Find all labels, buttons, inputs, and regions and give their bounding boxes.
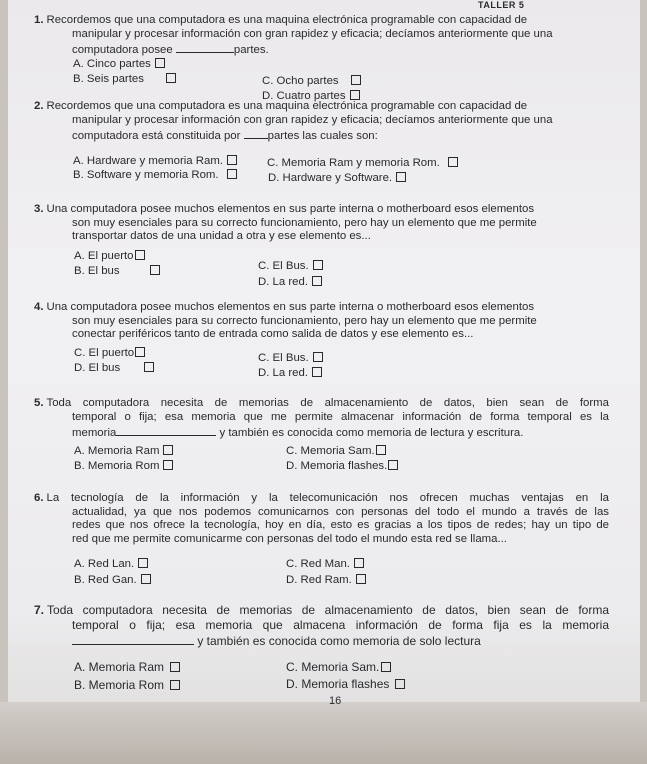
answer-blank[interactable] [244, 127, 268, 139]
page-fold-shadow [0, 702, 647, 764]
checkbox[interactable] [170, 680, 180, 690]
question-text: Toda computadora necesita de memorias de almacenamiento de datos, bien sean de forma [47, 603, 609, 617]
answer-blank[interactable] [72, 633, 194, 645]
checkbox[interactable] [395, 679, 405, 689]
header-tab: TALLER 5 [478, 0, 525, 10]
option-b[interactable]: B. Software y memoria Rom. [73, 169, 237, 181]
question-7 [34, 603, 609, 649]
option-a[interactable]: A. El puerto [74, 250, 145, 262]
checkbox[interactable] [354, 558, 364, 568]
option-c[interactable]: C. El Bus. [258, 260, 323, 272]
option-d[interactable]: D. Memoria flashes. [286, 460, 398, 472]
option-a[interactable]: A. Cinco partes [73, 58, 165, 70]
checkbox[interactable] [163, 460, 173, 470]
option-a[interactable]: A. Hardware y memoria Ram. [73, 155, 237, 167]
option-d[interactable]: D. Red Ram. [286, 574, 366, 586]
question-text: red que me permite comunicarme con personas del todo el mundo esta red se llama... [72, 532, 507, 545]
question-text: Una computadora posee muchos elementos en sus parte interna o motherboard esos elementos [46, 203, 535, 215]
question-number: 1. [34, 14, 44, 26]
question-6 [34, 492, 609, 546]
question-number: 5. [34, 397, 44, 409]
option-b[interactable]: B. Seis partes [73, 73, 176, 85]
question-text: La tecnología de la información y la telecomunicación nos ofrecen muchas ventajas en la [46, 492, 609, 504]
option-c[interactable]: C. Memoria Sam. [286, 660, 391, 674]
checkbox[interactable] [312, 367, 322, 377]
question-number: 7. [34, 603, 45, 617]
checkbox[interactable] [351, 75, 361, 85]
option-d[interactable]: D. Cuatro partes [262, 90, 360, 102]
option-c[interactable]: C. Red Man. [286, 558, 364, 570]
checkbox[interactable] [155, 58, 165, 68]
question-2 [34, 100, 609, 144]
question-1 [34, 14, 614, 58]
question-text: memoria [72, 427, 117, 440]
option-a[interactable]: A. Red Lan. [74, 558, 148, 570]
question-text: temporal o fija; esa memoria que almacena información de forma fija es la memoria [72, 618, 609, 632]
question-text: son muy esenciales para su correcto funcionamiento, pero hay un elemento que me permite [72, 314, 537, 327]
checkbox[interactable] [381, 662, 391, 672]
question-text: partes las cuales son: [267, 130, 378, 143]
question-text: Recordemos que una computadora es una maquina electrónica programable con capacidad de [46, 100, 528, 112]
option-d[interactable]: D. La red. [258, 367, 322, 379]
question-number: 6. [34, 492, 44, 504]
checkbox[interactable] [150, 265, 160, 275]
question-text: temporal o fija; esa memoria que me permite almacenar información de forma temporal es la [72, 410, 609, 423]
question-text: conectar periféricos tanto de entrada como salida de datos y ese elemento es... [72, 328, 474, 341]
question-number: 4. [34, 301, 44, 313]
checkbox[interactable] [141, 574, 151, 584]
question-text: computadora posee [72, 44, 173, 57]
option-c[interactable]: C. Ocho partes [262, 75, 361, 87]
checkbox[interactable] [350, 90, 360, 100]
option-c[interactable]: C. El Bus. [258, 352, 323, 364]
checkbox[interactable] [227, 155, 237, 165]
question-text: actualidad, ya que nos podemos comunicarnos con personas del todo el mundo a través de las [72, 505, 609, 518]
option-b[interactable]: D. El bus [74, 362, 154, 374]
question-text: Recordemos que una computadora es una maquina electrónica programable con capacidad de [46, 14, 528, 26]
checkbox[interactable] [163, 445, 173, 455]
checkbox[interactable] [135, 347, 145, 357]
question-text: redes que nos ofrece la tecnología, hoy en día, esto es gracias a los tipos de redes; hay un tipo de [72, 519, 609, 532]
answer-blank[interactable] [116, 424, 216, 436]
question-number: 2. [34, 100, 44, 112]
option-d[interactable]: D. Memoria flashes [286, 677, 405, 691]
option-d[interactable]: D. Hardware y Software. [268, 172, 406, 184]
option-b[interactable]: B. Red Gan. [74, 574, 151, 586]
checkbox[interactable] [376, 445, 386, 455]
question-text: manipular y procesar información con gran rapidez y eficacia; decíamos anteriormente que una [72, 113, 553, 126]
checkbox[interactable] [166, 73, 176, 83]
question-text: son muy esenciales para su correcto funcionamiento, pero hay un elemento que me permite [72, 216, 537, 229]
checkbox[interactable] [227, 169, 237, 179]
checkbox[interactable] [170, 662, 180, 672]
option-c[interactable]: C. Memoria Ram y memoria Rom. [267, 157, 458, 169]
option-b[interactable]: B. Memoria Rom [74, 460, 173, 472]
question-text: y también es conocida como memoria de solo lectura [197, 634, 481, 648]
option-b[interactable]: B. El bus [74, 265, 160, 277]
checkbox[interactable] [356, 574, 366, 584]
question-text: Una computadora posee muchos elementos en sus parte interna o motherboard esos elementos [46, 301, 535, 313]
question-text: y también es conocida como memoria de lectura y escritura. [219, 427, 524, 440]
checkbox[interactable] [312, 276, 322, 286]
checkbox[interactable] [313, 260, 323, 270]
question-3 [34, 203, 609, 244]
option-a[interactable]: C. El puerto [74, 347, 145, 359]
question-text: computadora está constituida por [72, 130, 241, 143]
option-c[interactable]: C. Memoria Sam. [286, 445, 386, 457]
option-b[interactable]: B. Memoria Rom [74, 678, 180, 692]
option-a[interactable]: A. Memoria Ram [74, 660, 180, 674]
checkbox[interactable] [396, 172, 406, 182]
option-d[interactable]: D. La red. [258, 276, 322, 288]
question-text: manipular y procesar información con gran rapidez y eficacia; decíamos anteriormente que una [72, 27, 553, 40]
page-number: 16 [329, 695, 342, 707]
option-a[interactable]: A. Memoria Ram [74, 445, 173, 457]
question-text: transportar datos de una unidad a otra y ese elemento es... [72, 230, 371, 243]
question-5 [34, 397, 609, 441]
checkbox[interactable] [388, 460, 398, 470]
question-4 [34, 301, 609, 342]
checkbox[interactable] [313, 352, 323, 362]
checkbox[interactable] [138, 558, 148, 568]
question-text: Toda computadora necesita de memorias de almacenamiento de datos, bien sean de forma [46, 397, 609, 409]
checkbox[interactable] [144, 362, 154, 372]
question-number: 3. [34, 203, 44, 215]
question-text: partes. [233, 44, 269, 57]
checkbox[interactable] [135, 250, 145, 260]
checkbox[interactable] [448, 157, 458, 167]
answer-blank[interactable] [176, 41, 234, 53]
